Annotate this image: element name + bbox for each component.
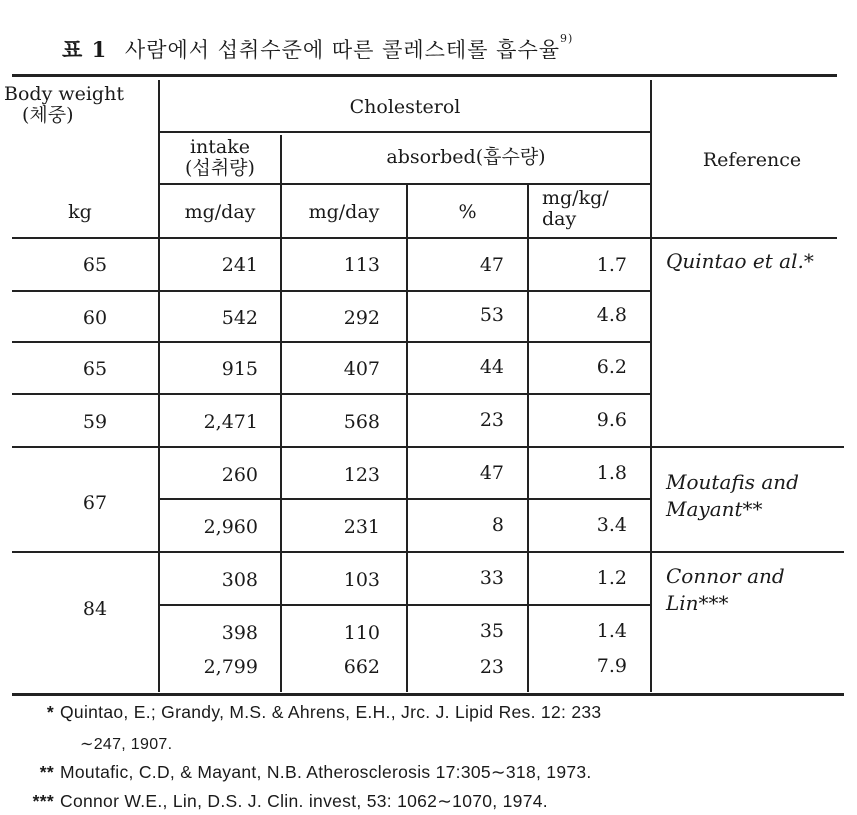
header-absorbed: absorbed(흡수량): [386, 146, 546, 168]
cell-mgkg: 1.4: [596, 620, 627, 642]
cell-absorbed: 231: [343, 516, 380, 538]
reference-quintao: Quintao et al.*: [666, 249, 814, 273]
cell-percent: 47: [479, 462, 504, 484]
cell-weight: 59: [82, 411, 108, 433]
reference-connor: [666, 563, 785, 617]
cell-mgkg: 1.7: [596, 254, 627, 276]
table-title: [62, 34, 573, 64]
cell-percent: 8: [491, 514, 504, 536]
cell-absorbed: 568: [343, 411, 380, 433]
header-cholesterol: Cholesterol: [349, 96, 461, 118]
cell-intake: 915: [221, 358, 258, 380]
cell-percent: 23: [479, 409, 504, 431]
cell-weight: 65: [82, 254, 108, 276]
footnote-mark: ***: [32, 791, 54, 811]
cell-absorbed: 103: [343, 569, 380, 591]
footnote-text: Moutafic, C.D, & Mayant, N.B. Atherosclerosis 17:305∼318, 1973.: [60, 762, 592, 782]
cell-intake: 260: [221, 464, 258, 486]
header-body-weight: [4, 84, 158, 126]
cell-percent: 35: [479, 620, 504, 642]
reference-moutafis: [666, 469, 799, 523]
unit-mgkg: [542, 188, 650, 230]
header-intake: [160, 137, 280, 179]
unit-absorbed: mg/day: [308, 201, 380, 223]
bottom-rule: [12, 693, 844, 696]
row-rule: [160, 498, 650, 500]
cell-absorbed: 110: [343, 622, 380, 644]
cell-mgkg: 3.4: [596, 514, 627, 536]
header-body-weight-unit: kg: [68, 201, 92, 223]
cell-weight: 84: [82, 598, 108, 620]
cell-percent: 53: [479, 304, 504, 326]
cell-intake: 2,960: [203, 516, 258, 538]
cell-percent: 44: [479, 356, 504, 378]
footnote-mark: *: [46, 702, 54, 722]
intake-label-kr: (섭취량): [185, 157, 255, 179]
body-weight-label: Body weight: [4, 83, 124, 105]
cell-percent: 23: [479, 656, 504, 678]
top-rule: [12, 74, 837, 77]
footnote-text: Connor W.E., Lin, D.S. J. Clin. invest, 53: 1062∼1070, 1974.: [60, 791, 548, 811]
group-rule: [12, 446, 844, 448]
reference-line: Lin***: [666, 591, 729, 615]
footnote-3: [10, 791, 548, 812]
header-rule-units: [160, 183, 650, 185]
table-number: 표 1: [62, 37, 108, 62]
footnote-1: [10, 702, 601, 723]
column-divider: [650, 80, 652, 692]
reference-line: Moutafis and: [666, 470, 799, 494]
cell-percent: 47: [479, 254, 504, 276]
header-bottom-rule: [12, 237, 837, 239]
footnote-mark: **: [39, 762, 54, 782]
cell-intake: 2,471: [203, 411, 258, 433]
footnote-text: Quintao, E.; Grandy, M.S. & Ahrens, E.H., Jrc. J. Lipid Res. 12: 233: [60, 702, 602, 722]
row-rule: [12, 341, 650, 343]
row-rule: [160, 604, 650, 606]
header-rule-intake: [160, 131, 650, 133]
cell-weight: 60: [82, 307, 108, 329]
cell-percent: 33: [479, 567, 504, 589]
cell-absorbed: 662: [343, 656, 380, 678]
cell-mgkg: 9.6: [596, 409, 627, 431]
footnote-2: [10, 762, 592, 783]
cell-intake: 542: [221, 307, 258, 329]
cell-absorbed: 407: [343, 358, 380, 380]
footnote-1-continued: ∼247, 1907.: [80, 736, 173, 753]
body-weight-label-kr: (체중): [22, 104, 74, 126]
cell-mgkg: 4.8: [596, 304, 627, 326]
cell-mgkg: 1.8: [596, 462, 627, 484]
reference-line: Connor and: [666, 564, 785, 588]
cell-intake: 308: [221, 569, 258, 591]
unit-mgkg-line1: mg/kg/: [542, 187, 609, 209]
unit-percent: %: [458, 201, 477, 223]
cell-weight: 67: [82, 492, 108, 514]
cell-intake: 2,799: [203, 656, 258, 678]
cell-weight: 65: [82, 358, 108, 380]
title-reference-mark: 9): [560, 32, 574, 45]
header-reference: Reference: [702, 149, 802, 171]
cell-intake: 241: [221, 254, 258, 276]
cell-mgkg: 1.2: [596, 567, 627, 589]
table-title-text: 사람에서 섭취수준에 따른 콜레스테롤 흡수율: [124, 38, 561, 62]
cell-mgkg: 6.2: [596, 356, 627, 378]
cell-absorbed: 113: [343, 254, 380, 276]
cell-mgkg: 7.9: [596, 655, 627, 677]
cell-absorbed: 123: [343, 464, 380, 486]
cell-intake: 398: [221, 622, 258, 644]
unit-intake: mg/day: [184, 201, 256, 223]
row-rule: [12, 290, 650, 292]
row-rule: [12, 393, 650, 395]
unit-mgkg-line2: day: [542, 208, 577, 230]
cell-absorbed: 292: [343, 307, 380, 329]
intake-label: intake: [189, 136, 251, 158]
group-rule: [12, 551, 844, 553]
reference-line: Mayant**: [666, 497, 763, 521]
